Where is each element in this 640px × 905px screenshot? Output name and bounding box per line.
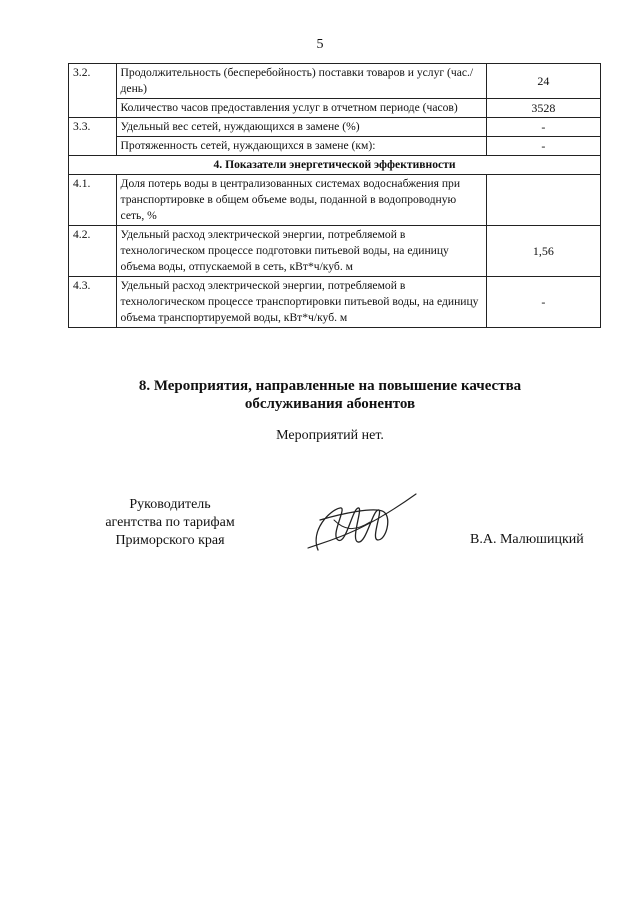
table-row — [69, 226, 601, 277]
row-description: Количество часов предоставления услуг в отчетном периоде (часов) — [116, 99, 486, 118]
section-8-body: Мероприятий нет. — [276, 428, 384, 443]
row-value — [486, 175, 600, 226]
signer-name: В.А. Малюшицкий — [470, 532, 584, 547]
row-description: Продолжительность (бесперебойность) поставки товаров и услуг (час./день) — [116, 64, 486, 99]
section-8-title-line1: 8. Мероприятия, направленные на повышение качества — [138, 378, 522, 394]
table-row — [69, 277, 601, 328]
handwritten-signature — [300, 490, 420, 560]
table-row — [69, 99, 601, 118]
row-number: 3.3. — [69, 118, 117, 137]
signer-position-line2: агентства по тарифам — [105, 515, 235, 530]
signer-position — [80, 496, 260, 550]
signer-position-line1: Руководитель — [129, 497, 211, 512]
row-number: 4.2. — [69, 226, 117, 277]
section-8-heading — [0, 377, 640, 413]
section-title: 4. Показатели энергетической эффективности — [69, 156, 601, 175]
table-row — [69, 118, 601, 137]
indicators-table — [68, 63, 601, 328]
table-row — [69, 175, 601, 226]
row-value: - — [486, 137, 600, 156]
section-header-row — [69, 156, 601, 175]
row-number: 4.3. — [69, 277, 117, 328]
row-value: 3528 — [486, 99, 600, 118]
row-number — [69, 99, 117, 118]
row-value: 1,56 — [486, 226, 600, 277]
row-description: Удельный расход электрической энергии, потребляемой в технологическом процессе транспортировки питьевой воды, на единицу объема транспортируемой воды, кВт*ч/куб. м — [116, 277, 486, 328]
row-description: Удельный вес сетей, нуждающихся в замене (%) — [116, 118, 486, 137]
row-value: - — [486, 118, 600, 137]
row-description: Протяженность сетей, нуждающихся в замене (км): — [116, 137, 486, 156]
table-row — [69, 137, 601, 156]
row-description: Удельный расход электрической энергии, потребляемой в технологическом процессе подготовки питьевой воды, на единицу объема воды, отпускаемой в сеть, кВт*ч/куб. м — [116, 226, 486, 277]
row-number: 4.1. — [69, 175, 117, 226]
row-value: 24 — [486, 64, 600, 99]
table-row — [69, 64, 601, 99]
row-number: 3.2. — [69, 64, 117, 99]
section-8-title-line2: обслуживания абонентов — [244, 396, 416, 412]
row-number — [69, 137, 117, 156]
row-description: Доля потерь воды в централизованных системах водоснабжения при транспортировке в общем объеме воды, поданной в водопроводную сеть, % — [116, 175, 486, 226]
row-value: - — [486, 277, 600, 328]
signer-position-line3: Приморского края — [115, 533, 225, 548]
page-number: 5 — [316, 37, 324, 52]
